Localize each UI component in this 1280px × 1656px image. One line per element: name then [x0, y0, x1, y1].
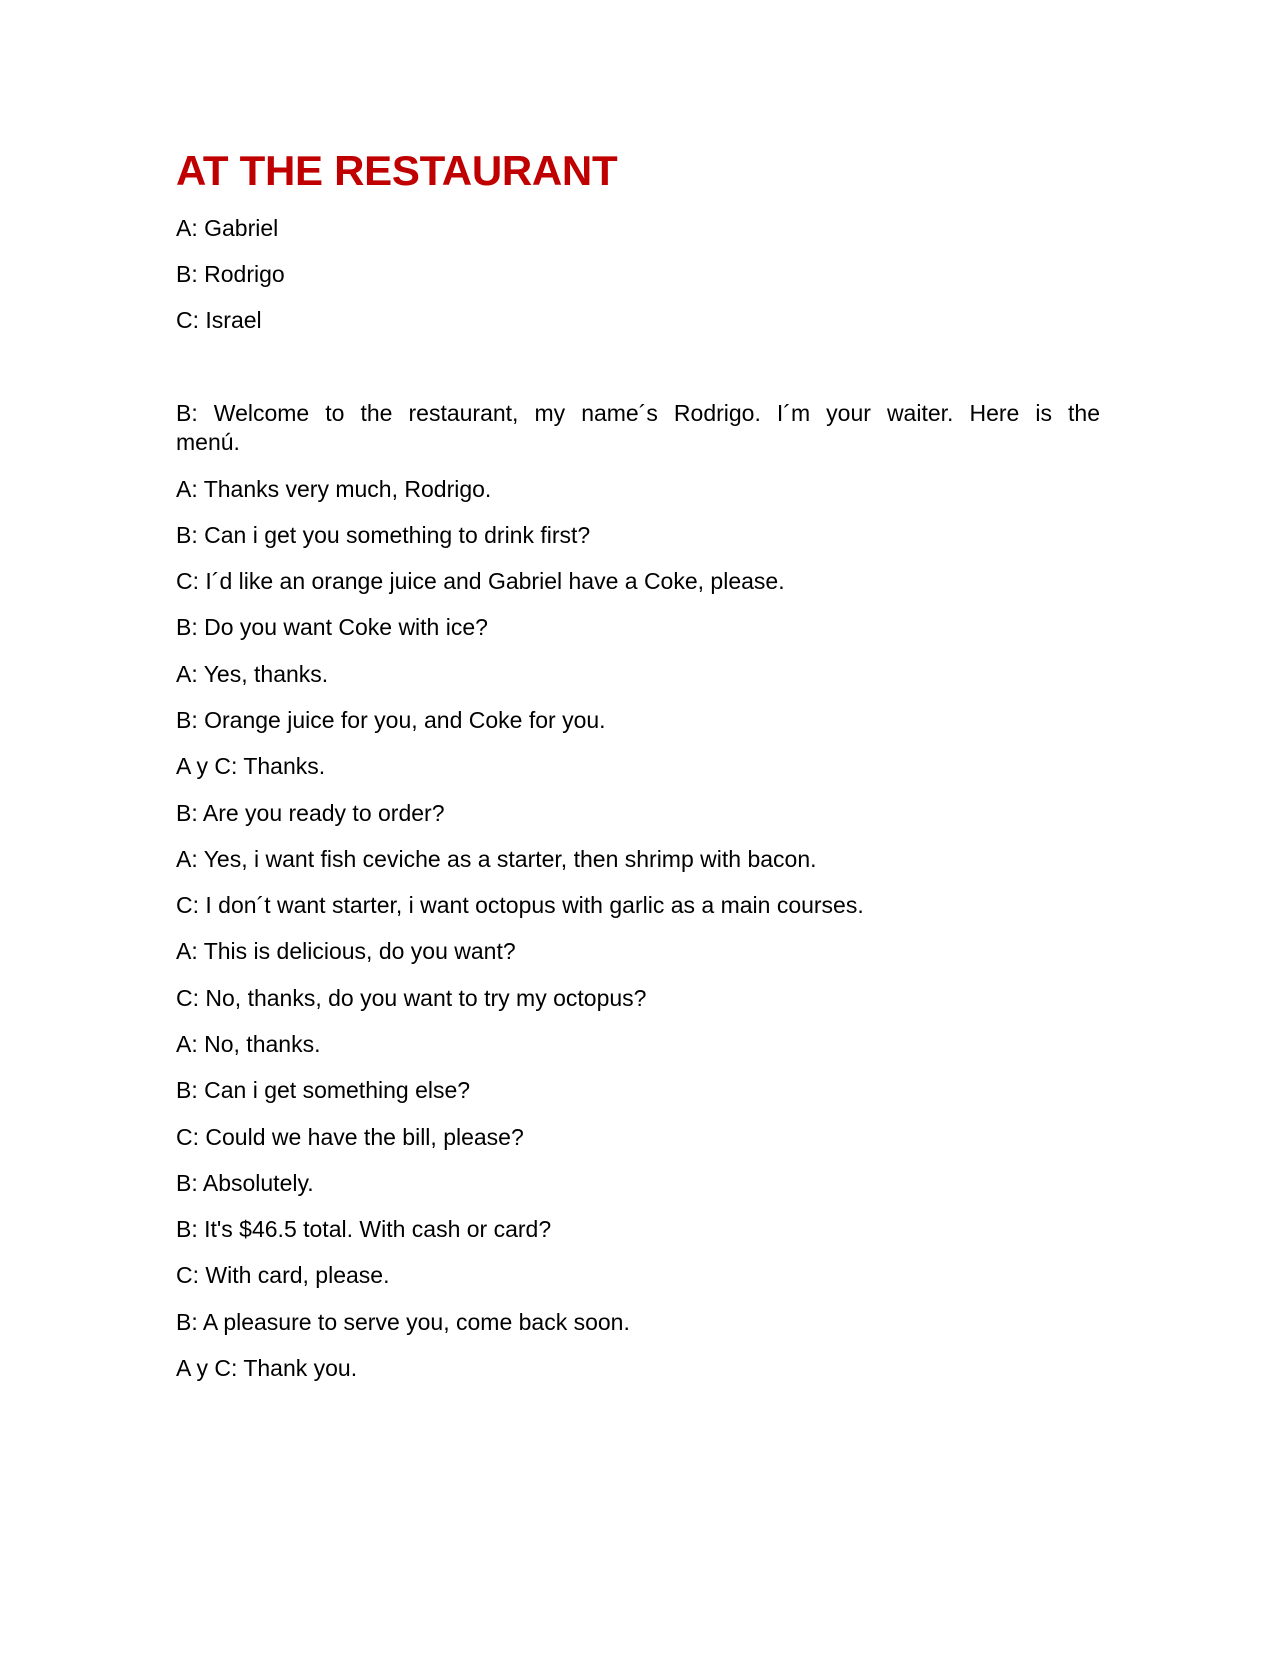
- dialogue-line: B: Can i get something else?: [176, 1077, 471, 1103]
- dialogue-line: C: With card, please.: [176, 1262, 390, 1288]
- dialogue-line: menú.: [176, 429, 240, 455]
- dialogue-line: B: Orange juice for you, and Coke for you.: [176, 707, 606, 733]
- dialogue-line: A y C: Thanks.: [176, 753, 326, 779]
- dialogue-line: B: Absolutely.: [176, 1170, 314, 1196]
- dialogue-line: A: Yes, thanks.: [176, 661, 329, 687]
- dialogue-line: C: I´d like an orange juice and Gabriel have a Coke, please.: [176, 568, 785, 594]
- dialogue-line: B: Welcome to the restaurant, my name´s Rodrigo. I´m your waiter. Here is the: [176, 400, 1100, 426]
- cast-line-c: C: Israel: [176, 307, 262, 333]
- dialogue-line: C: Could we have the bill, please?: [176, 1124, 524, 1150]
- dialogue-line: B: Do you want Coke with ice?: [176, 614, 488, 640]
- dialogue-line: C: No, thanks, do you want to try my octopus?: [176, 985, 647, 1011]
- dialogue-line: A: Thanks very much, Rodrigo.: [176, 476, 492, 502]
- cast-line-a: A: Gabriel: [176, 215, 279, 241]
- cast-line-b: B: Rodrigo: [176, 261, 285, 287]
- dialogue-line: B: A pleasure to serve you, come back soon.: [176, 1309, 630, 1335]
- page-title: AT THE RESTAURANT: [176, 147, 618, 194]
- dialogue-line: B: It's $46.5 total. With cash or card?: [176, 1216, 552, 1242]
- dialogue-line: A: No, thanks.: [176, 1031, 321, 1057]
- dialogue-line: A y C: Thank you.: [176, 1355, 358, 1381]
- dialogue-line: A: This is delicious, do you want?: [176, 938, 516, 964]
- dialogue-line: C: I don´t want starter, i want octopus with garlic as a main courses.: [176, 892, 864, 918]
- dialogue-line: B: Can i get you something to drink first?: [176, 522, 591, 548]
- dialogue-line: A: Yes, i want fish ceviche as a starter, then shrimp with bacon.: [176, 846, 817, 872]
- dialogue-line: B: Are you ready to order?: [176, 800, 445, 826]
